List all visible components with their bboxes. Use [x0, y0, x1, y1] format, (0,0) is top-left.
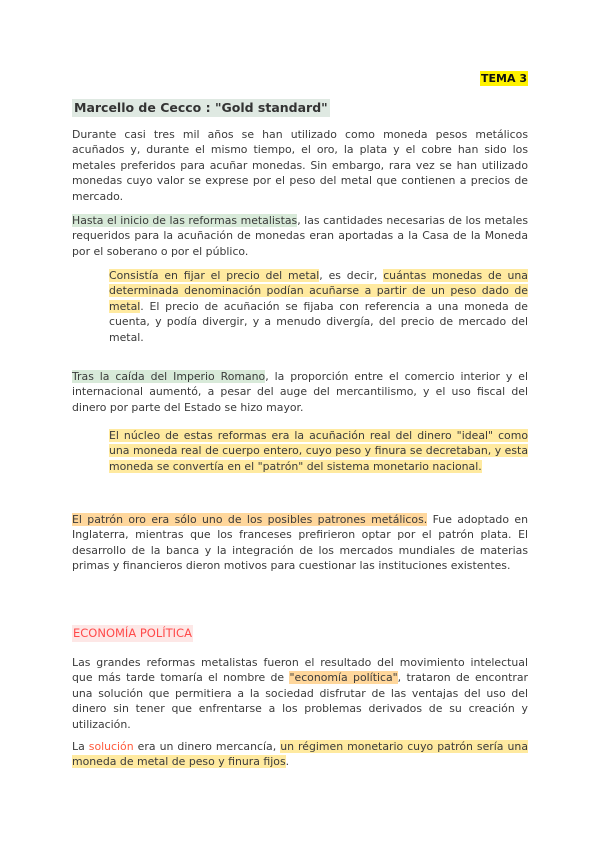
- paragraph-intro: Durante casi tres mil años se han utilizado como moneda pesos metálicos acuñados y, durante el mismo tiempo, el oro, la plata y el cobre han sido los metales preferidos para acuñar monedas. Sin embargo, rara vez se han utilizado monedas cuyo valor se exprese por el peso del metal que contienen a precios de mercado.: [72, 128, 528, 203]
- paragraph-text: era un dinero mercancía,: [133, 740, 281, 753]
- topic-label: TEMA 3: [481, 72, 527, 85]
- document-title: Marcello de Cecco : "Gold standard": [74, 100, 328, 115]
- paragraph-economia-politica: [72, 655, 528, 732]
- paragraph-text: , trataron de encontrar una solución que permitiera a la sociedad disfrutar de las ventajas del uso del dinero sin tener que enfrentarse a los problemas derivados de su creación y utilización.: [72, 671, 529, 731]
- highlight-economia-politica: "economía política": [289, 671, 398, 685]
- red-text-solucion: solución: [88, 740, 134, 753]
- paragraph-text: , es decir,: [319, 269, 384, 282]
- highlight-precio-metal: Consistía en fijar el precio del metal: [109, 269, 320, 282]
- paragraph-solucion: [72, 739, 528, 770]
- paragraph-patron-oro: [72, 512, 528, 574]
- paragraph-text: , la proporción entre el comercio interior y el internacional aumentó, a pesar del auge del mercantilismo, y el uso fiscal del dinero por parte del Estado se hizo mayor.: [72, 370, 528, 414]
- quote-nucleo: [109, 428, 528, 474]
- paragraph-imperio: [72, 369, 528, 415]
- highlight-patron-oro: El patrón oro era sólo uno de los posibles patrones metálicos.: [72, 513, 428, 526]
- paragraph-text: Las grandes reformas metalistas fueron el resultado del movimiento intelectual que más tarde tomaría el nombre de: [72, 656, 528, 685]
- paragraph-text: La: [72, 740, 89, 753]
- paragraph-text: , las cantidades necesarias de los metales requeridos para la acuñación de monedas eran aportadas a la Casa de la Moneda por el soberano o por el público.: [72, 214, 528, 258]
- highlight-regimen: un régimen monetario cuyo patrón sería una moneda de metal de peso y finura fijos: [72, 740, 529, 769]
- paragraph-text: . El precio de acuñación se fijaba con referencia a una moneda de cuenta, y podía divergir, y a menudo divergía, del precio de mercado del metal.: [109, 299, 528, 344]
- highlight-reformas: Hasta el inicio de las reformas metalistas: [72, 214, 298, 227]
- paragraph-reformas: [72, 213, 528, 259]
- paragraph-text: .: [285, 755, 290, 769]
- section-heading: ECONOMÍA POLÍTICA: [73, 626, 192, 640]
- highlight-cuantas-monedas: cuántas monedas de una determinada denominación podían acuñarse a partir de un peso dado de metal: [109, 269, 528, 313]
- quote-precio-metal: [109, 268, 528, 345]
- highlight-imperio: Tras la caída del Imperio Romano: [72, 370, 266, 383]
- paragraph-text: Fue adoptado en Inglaterra, mientras que los franceses prefirieron optar por el patrón plata. El desarrollo de la banca y la integración de los mercados mundiales de materias primas y financieros dieron motivos para cuestionar las instituciones existentes.: [72, 513, 528, 573]
- highlight-nucleo: El núcleo de estas reformas era la acuñación real del dinero "ideal" como una moneda real de cuerpo entero, cuyo peso y finura se decretaban, y esta moneda se convertía en el "patrón" del sistema monetario nacional.: [109, 429, 528, 473]
